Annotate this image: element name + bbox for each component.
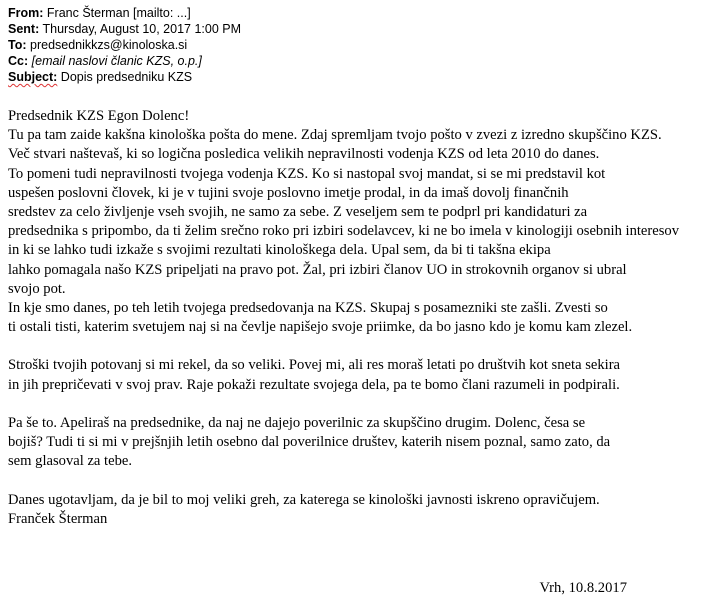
from-value: Franc Šterman [mailto: ...] (46, 6, 191, 20)
letter-line: Tu pa tam zaide kakšna kinološka pošta do mene. Zdaj spremljam tvojo pošto v zvezi z izredno skupščino KZS. (8, 127, 662, 144)
paragraph-1 (8, 107, 679, 337)
letter-line: ti ostali tisti, katerim svetujem naj si na čevlje napišejo svoje priimke, da bo jasno kdo je komu kam zlezel. (8, 319, 633, 336)
subject-row (8, 69, 241, 85)
letter-line: In kje smo danes, po teh letih tvojega predsedovanja na KZS. Skupaj s posamezniki ste zašli. Zvesti so (8, 299, 608, 316)
to-value: predsednikkzs@kinoloska.si (30, 38, 188, 52)
letter-line: To pomeni tudi nepravilnosti tvojega vodenja KZS. Ko si nastopal svoj mandat, si se mi predstavil kot (8, 165, 606, 182)
letter-line: uspešen poslovni človek, ki je v tujini svoje poslovno imetje prodal, in da imaš dovolj finančnih (8, 184, 569, 201)
sent-value: Thursday, August 10, 2017 1:00 PM (42, 22, 242, 36)
letter-line: Pa še to. Apeliraš na predsednike, da naj ne dajejo poverilnic za skupščino drugim. Dolenc, česa se (8, 415, 586, 431)
to-row (8, 37, 241, 53)
cc-row (8, 53, 241, 69)
cc-value: [email naslovi članic KZS, o.p.] (31, 54, 202, 68)
letter-line: lahko pomagala našo KZS pripeljati na pravo pot. Žal, pri izbiri članov UO in strokovnih organov si ubral (8, 261, 627, 278)
letter-line: sredstev za celo življenje vseh svojih, ne samo za sebe. Z veseljem sem te podprl pri kandidaturi za (8, 203, 588, 220)
letter-line: in ki se lahko tudi izkaže s svojimi rezultati kinološkega dela. Upal sem, da bi ti takšna ekipa (8, 242, 551, 259)
signature-name: Franček Šterman (8, 510, 108, 527)
paragraph-3 (8, 414, 679, 472)
paragraph-2 (8, 356, 679, 394)
letter-line: in jih prepričevati v svoj prav. Raje pokaži rezultate svojega dela, pa te bomo člani razumeli in podpirali. (8, 376, 620, 393)
subject-value: Dopis predsedniku KZS (60, 70, 193, 84)
sent-label: Sent: (8, 22, 40, 36)
email-header (8, 5, 241, 85)
from-row (8, 5, 241, 21)
letter-line: Stroški tvojih potovanj si mi rekel, da so veliki. Povej mi, ali res moraš letati po društvih kot sneta sekira (8, 357, 621, 374)
paragraph-gap (8, 472, 679, 491)
letter-line: bojiš? Tudi ti si mi v prejšnjih letih osebno dal poverilnice društev, katerih nisem poznal, samo zato, da (8, 434, 611, 451)
paragraph-gap (8, 395, 679, 414)
sent-row (8, 21, 241, 37)
letter-line: Danes ugotavljam, da je bil to moj veliki greh, za katerega se kinološki javnosti iskreno opravičujem. (8, 491, 600, 508)
letter-body (8, 107, 679, 529)
letter-line: predsednika s pripombo, da ti želim srečno roko pri izbiri sodelavcev, ki ne bo imela v kinologiji osebnih interesov (8, 223, 680, 240)
cc-label: Cc: (8, 54, 29, 68)
place-date: Vrh, 10.8.2017 (539, 580, 627, 596)
subject-label: Subject: (8, 70, 58, 84)
letter-line: svojo pot. (8, 280, 66, 297)
from-label: From: (8, 6, 44, 20)
paragraph-4 (8, 491, 679, 529)
letter-line: Več stvari naštevaš, ki so logična posledica velikih nepravilnosti vodenja KZS od leta 2010 do danes. (8, 146, 600, 163)
letter-line: sem glasoval za tebe. (8, 453, 132, 470)
to-label: To: (8, 38, 27, 52)
letter-line: Predsednik KZS Egon Dolenc! (8, 108, 190, 124)
paragraph-gap (8, 337, 679, 356)
